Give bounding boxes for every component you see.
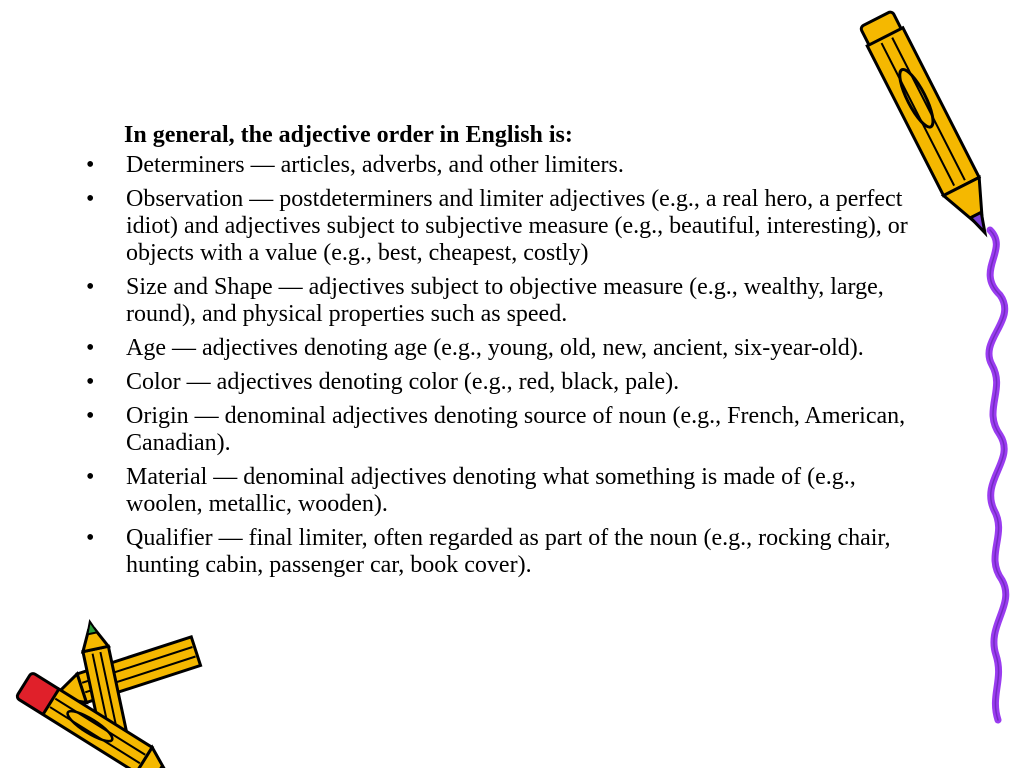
squiggle-line-icon [960, 225, 1024, 725]
bullet-text: Qualifier — final limiter, often regarded as part of the noun (e.g., rocking chair, hunting cabin, passenger car, book cover). [126, 525, 891, 578]
slide-heading: In general, the adjective order in English is: [124, 122, 573, 148]
slide-content [86, 120, 928, 586]
bullet-item-age [86, 335, 928, 362]
bullet-item-color [86, 369, 928, 396]
bullet-dot: • [86, 403, 95, 429]
bullet-item-origin [86, 403, 928, 457]
bullet-item-qualifier [86, 525, 928, 579]
pencil-top-right-icon [850, 0, 1010, 250]
bullet-dot: • [86, 369, 95, 395]
pencils-bottom-left-icon [0, 618, 210, 768]
bullet-item-determiners [86, 152, 928, 179]
bullet-dot: • [86, 464, 95, 490]
bullet-list [86, 152, 928, 579]
bullet-dot: • [86, 335, 95, 361]
bullet-text: Color — adjectives denoting color (e.g., red, black, pale). [126, 369, 680, 395]
bullet-text: Observation — postdeterminers and limiter adjectives (e.g., a real hero, a perfect idiot) and adjectives subject to subjective measure (e.g., beautiful, interesting), or objects with a value (e.g., best, cheapest, costly) [126, 186, 908, 266]
bullet-text: Size and Shape — adjectives subject to objective measure (e.g., wealthy, large, round), and physical properties such as speed. [126, 274, 884, 327]
bullet-dot: • [86, 525, 95, 551]
bullet-text: Determiners — articles, adverbs, and other limiters. [126, 152, 624, 178]
bullet-dot: • [86, 152, 95, 178]
bullet-text: Age — adjectives denoting age (e.g., young, old, new, ancient, six-year-old). [126, 335, 864, 361]
bullet-dot: • [86, 186, 95, 212]
bullet-item-size-shape [86, 274, 928, 328]
bullet-text: Material — denominal adjectives denoting what something is made of (e.g., woolen, metallic, wooden). [126, 464, 856, 517]
bullet-item-material [86, 464, 928, 518]
bullet-text: Origin — denominal adjectives denoting source of noun (e.g., French, American, Canadian). [126, 403, 906, 456]
bullet-dot: • [86, 274, 95, 300]
bullet-item-observation [86, 186, 928, 267]
